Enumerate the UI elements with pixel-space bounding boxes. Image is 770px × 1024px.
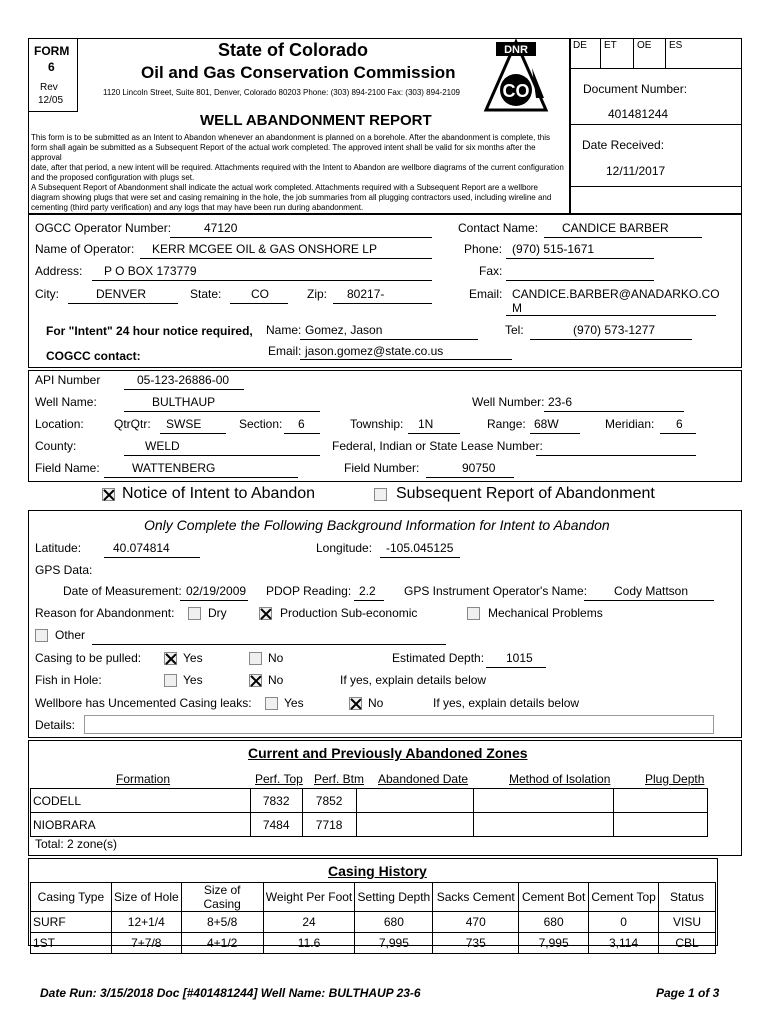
table-row — [31, 912, 716, 933]
casing-pulled-yes-checkbox[interactable] — [164, 652, 177, 665]
subsequent-report-label: Subsequent Report of Abandonment — [396, 485, 655, 502]
casing-pulled-yes-label: Yes — [183, 651, 203, 665]
casing-cement-bot: 7,995 — [519, 933, 589, 954]
casing-hole: 7+7/8 — [111, 933, 181, 954]
reason-production-label: Production Sub-economic — [280, 606, 418, 620]
casing-setting-depth: 680 — [355, 912, 433, 933]
cogcc-tel: (970) 573-1277 — [573, 323, 656, 337]
section-label: Section: — [239, 417, 283, 431]
uncemented-yes-label: Yes — [284, 696, 304, 710]
latitude: 40.074814 — [113, 541, 170, 555]
zone-abandoned-date — [356, 813, 474, 837]
qtrqtr: SWSE — [166, 417, 202, 431]
zone-perf-top: 7484 — [250, 813, 302, 837]
instruction-line: date, after that period, a new intent will be required. Attachments required with the Intent to Abandon are wellbore diagrams of the current configuration — [31, 163, 564, 172]
address-label: Address: — [35, 264, 83, 278]
reason-other-checkbox[interactable] — [35, 629, 48, 642]
field-number-label: Field Number: — [344, 461, 420, 475]
casing-cement-top: 0 — [589, 912, 659, 933]
zone-perf-btm: 7718 — [302, 813, 356, 837]
casing-type: 1ST — [31, 933, 112, 954]
phone-label: Phone: — [464, 242, 503, 256]
well-name: BULTHAUP — [152, 395, 216, 409]
reason-mechanical-label: Mechanical Problems — [488, 606, 603, 620]
contact-name-label: Name: — [266, 323, 302, 337]
city: DENVER — [96, 287, 147, 301]
casing-header-setting-depth: Setting Depth — [355, 883, 433, 912]
zone-plug-depth — [614, 813, 708, 837]
cogcc-contact-label: COGCC contact: — [46, 349, 141, 363]
casing-size: 8+5/8 — [181, 912, 263, 933]
fish-yes-checkbox[interactable] — [164, 674, 177, 687]
zones-header-formation: Formation — [116, 772, 171, 786]
casing-hole: 12+1/4 — [111, 912, 181, 933]
title-commission: Oil and Gas Conservation Commission — [141, 63, 456, 82]
zones-header-perf-btm: Perf. Btm — [314, 772, 365, 786]
zone-perf-btm: 7852 — [302, 789, 356, 813]
zones-header-method: Method of Isolation — [509, 772, 611, 786]
table-row — [31, 813, 708, 837]
zones-table — [30, 788, 708, 837]
uncemented-label: Wellbore has Uncemented Casing leaks: — [35, 696, 252, 710]
notice-intent-checkbox[interactable] — [102, 488, 115, 501]
fish-explain-label: If yes, explain details below — [340, 673, 487, 687]
meridian: 6 — [676, 417, 683, 431]
title-state: State of Colorado — [218, 40, 369, 60]
well-name-label: Well Name: — [35, 395, 97, 409]
zone-formation: CODELL — [31, 789, 251, 813]
footer-right: Page 1 of 3 — [656, 986, 720, 1000]
zones-header-plug-depth: Plug Depth — [645, 772, 705, 786]
uncemented-no-label: No — [368, 696, 384, 710]
details-field[interactable] — [84, 715, 714, 734]
measure-date-label: Date of Measurement: — [63, 584, 182, 598]
code-de: DE — [573, 40, 587, 51]
background-title: Only Complete the Following Background Information for Intent to Abandon — [144, 517, 610, 533]
range: 68W — [534, 417, 559, 431]
casing-type: SURF — [31, 912, 112, 933]
table-row — [31, 883, 716, 912]
section: 6 — [298, 417, 305, 431]
instruction-line: This form is to be submitted as an Intent to Abandon whenever an abandonment is planned on a borehole. After the abandonment is complete, this — [31, 133, 550, 142]
zip: 80217- — [347, 287, 385, 301]
table-row — [31, 789, 708, 813]
instructions — [31, 133, 566, 213]
zone-method — [474, 789, 614, 813]
phone: (970) 515-1671 — [512, 242, 595, 256]
zone-plug-depth — [614, 789, 708, 813]
state-label: State: — [190, 287, 222, 301]
casing-header-cement-bot: Cement Bot — [519, 883, 589, 912]
date-received-label: Date Received: — [582, 138, 665, 152]
uncemented-yes-checkbox[interactable] — [265, 697, 278, 710]
operator-name-label: Name of Operator: — [35, 242, 135, 256]
footer-left: Date Run: 3/15/2018 Doc [#401481244] Well Name: BULTHAUP 23-6 — [40, 986, 421, 1000]
casing-header-sacks: Sacks Cement — [433, 883, 519, 912]
logo-top-text: DNR — [504, 44, 528, 56]
instruction-line: and the proposed configuration with plugs set. — [31, 173, 195, 182]
field-name: WATTENBERG — [132, 461, 216, 475]
casing-sacks: 470 — [433, 912, 519, 933]
email-line1: CANDICE.BARBER@ANADARKO.CO — [512, 287, 720, 301]
instruction-line: cementing (third party verification) and any logs that may have been run during abandonment. — [31, 203, 364, 212]
rev-label: Rev — [40, 82, 58, 93]
ogcc-number: 47120 — [204, 221, 238, 235]
casing-header-type: Casing Type — [31, 883, 112, 912]
casing-pulled-no-checkbox[interactable] — [249, 652, 262, 665]
rev-date: 12/05 — [38, 95, 64, 106]
county: WELD — [145, 439, 180, 453]
code-es: ES — [669, 40, 683, 51]
county-label: County: — [35, 439, 77, 453]
casing-status: CBL — [659, 933, 716, 954]
zip-label: Zip: — [307, 287, 328, 301]
casing-sacks: 735 — [433, 933, 519, 954]
meridian-label: Meridian: — [605, 417, 655, 431]
casing-header-weight: Weight Per Foot — [263, 883, 355, 912]
uncemented-explain-label: If yes, explain details below — [433, 696, 580, 710]
api-number: 05-123-26886-00 — [137, 373, 230, 387]
reason-mechanical-checkbox[interactable] — [467, 607, 480, 620]
doc-number-label: Document Number: — [583, 82, 688, 96]
casing-cement-bot: 680 — [519, 912, 589, 933]
field-number: 90750 — [462, 461, 496, 475]
casing-status: VISU — [659, 912, 716, 933]
zones-title: Current and Previously Abandoned Zones — [248, 745, 528, 761]
fish-label: Fish in Hole: — [35, 673, 102, 687]
ogcc-label: OGCC Operator Number: — [35, 221, 172, 235]
zones-header-abandoned-date: Abandoned Date — [378, 772, 469, 786]
form-label: FORM — [34, 44, 70, 58]
reason-other-label: Other — [55, 628, 86, 642]
reason-label: Reason for Abandonment: — [35, 606, 175, 620]
contact-email-label: Email: — [268, 344, 302, 358]
casing-table — [30, 882, 716, 954]
casing-size: 4+1/2 — [181, 933, 263, 954]
tel-label: Tel: — [505, 323, 524, 337]
casing-header-hole: Size of Hole — [111, 883, 181, 912]
pdop-label: PDOP Reading: — [266, 584, 352, 598]
dnr-logo — [466, 38, 566, 118]
zones-total: Total: 2 zone(s) — [35, 837, 118, 851]
casing-pulled-label: Casing to be pulled: — [35, 651, 142, 665]
email-line2: M — [512, 301, 522, 315]
fish-no-label: No — [268, 673, 284, 687]
table-row — [31, 933, 716, 954]
subsequent-report-checkbox[interactable] — [374, 488, 387, 501]
zone-perf-top: 7832 — [250, 789, 302, 813]
instruction-line: form shall again be submitted as a Subsequent Report of the actual work completed. The approved intent shall be valid for six months after the approval — [31, 143, 536, 162]
cogcc-email: jason.gomez@state.co.us — [305, 344, 444, 358]
latitude-label: Latitude: — [35, 541, 82, 555]
casing-header-cement-top: Cement Top — [589, 883, 659, 912]
field-name-label: Field Name: — [35, 461, 100, 475]
report-title: WELL ABANDONMENT REPORT — [200, 112, 432, 129]
contact-label: Contact Name: — [458, 221, 539, 235]
casing-weight: 11.6 — [263, 933, 355, 954]
casing-pulled-no-label: No — [268, 651, 284, 665]
instruction-line: diagram showing plugs that were set and casing remaining in the hole, the job summaries from all plugging contractors used, including wireline and — [31, 193, 552, 202]
form-number: 6 — [48, 60, 55, 74]
township: 1N — [418, 417, 434, 431]
date-received: 12/11/2017 — [606, 164, 666, 178]
notice-intent-label: Notice of Intent to Abandon — [122, 485, 316, 502]
zone-formation: NIOBRARA — [31, 813, 251, 837]
zone-method — [474, 813, 614, 837]
intent-notice-label: For "Intent" 24 hour notice required, — [46, 324, 253, 338]
state: CO — [251, 287, 269, 301]
logo-main-text: CO — [502, 81, 530, 101]
address-line: 1120 Lincoln Street, Suite 801, Denver, Colorado 80203 Phone: (303) 894-2100 Fax: (303) 894-2109 — [103, 88, 460, 97]
measure-date: 02/19/2009 — [186, 584, 247, 598]
longitude-label: Longitude: — [316, 541, 373, 555]
casing-header-status: Status — [659, 883, 716, 912]
well-number: 23-6 — [548, 395, 573, 409]
casing-setting-depth: 7,995 — [355, 933, 433, 954]
address: P O BOX 173779 — [104, 264, 197, 278]
uncemented-no-checkbox[interactable] — [349, 697, 362, 710]
email-label: Email: — [469, 287, 503, 301]
lease-label: Federal, Indian or State Lease Number: — [332, 439, 543, 453]
zones-header-perf-top: Perf. Top — [255, 772, 303, 786]
casing-cement-top: 3,114 — [589, 933, 659, 954]
fish-yes-label: Yes — [183, 673, 203, 687]
casing-weight: 24 — [263, 912, 355, 933]
reason-dry-label: Dry — [208, 606, 227, 620]
township-label: Township: — [350, 417, 404, 431]
fish-no-checkbox[interactable] — [249, 674, 262, 687]
doc-number: 401481244 — [608, 107, 669, 121]
instruction-line: A Subsequent Report of Abandonment shall indicate the actual work completed. Attachments required with a Subsequent Report are a wellbore — [31, 183, 538, 192]
city-label: City: — [35, 287, 59, 301]
estimated-depth: 1015 — [506, 651, 533, 665]
contact-name: CANDICE BARBER — [562, 221, 669, 235]
pdop: 2.2 — [359, 584, 376, 598]
reason-dry-checkbox[interactable] — [188, 607, 201, 620]
fax-label: Fax: — [479, 264, 503, 278]
gps-operator: Cody Mattson — [614, 584, 689, 598]
estimated-depth-label: Estimated Depth: — [392, 651, 485, 665]
casing-title: Casing History — [328, 863, 427, 879]
reason-production-checkbox[interactable] — [259, 607, 272, 620]
office-use-box — [570, 38, 742, 214]
code-et: ET — [604, 40, 617, 51]
details-label: Details: — [35, 718, 76, 732]
gps-data-label: GPS Data: — [35, 563, 93, 577]
casing-header-size: Size of Casing — [181, 883, 263, 912]
range-label: Range: — [487, 417, 526, 431]
code-oe: OE — [637, 40, 652, 51]
location-label: Location: — [35, 417, 84, 431]
zone-abandoned-date — [356, 789, 474, 813]
operator-name: KERR MCGEE OIL & GAS ONSHORE LP — [152, 242, 377, 256]
cogcc-contact-name: Gomez, Jason — [305, 323, 383, 337]
well-number-label: Well Number: — [472, 395, 545, 409]
gps-operator-label: GPS Instrument Operator's Name: — [404, 584, 588, 598]
longitude: -105.045125 — [386, 541, 454, 555]
api-label: API Number — [35, 373, 101, 387]
qtrqtr-label: QtrQtr: — [114, 417, 151, 431]
